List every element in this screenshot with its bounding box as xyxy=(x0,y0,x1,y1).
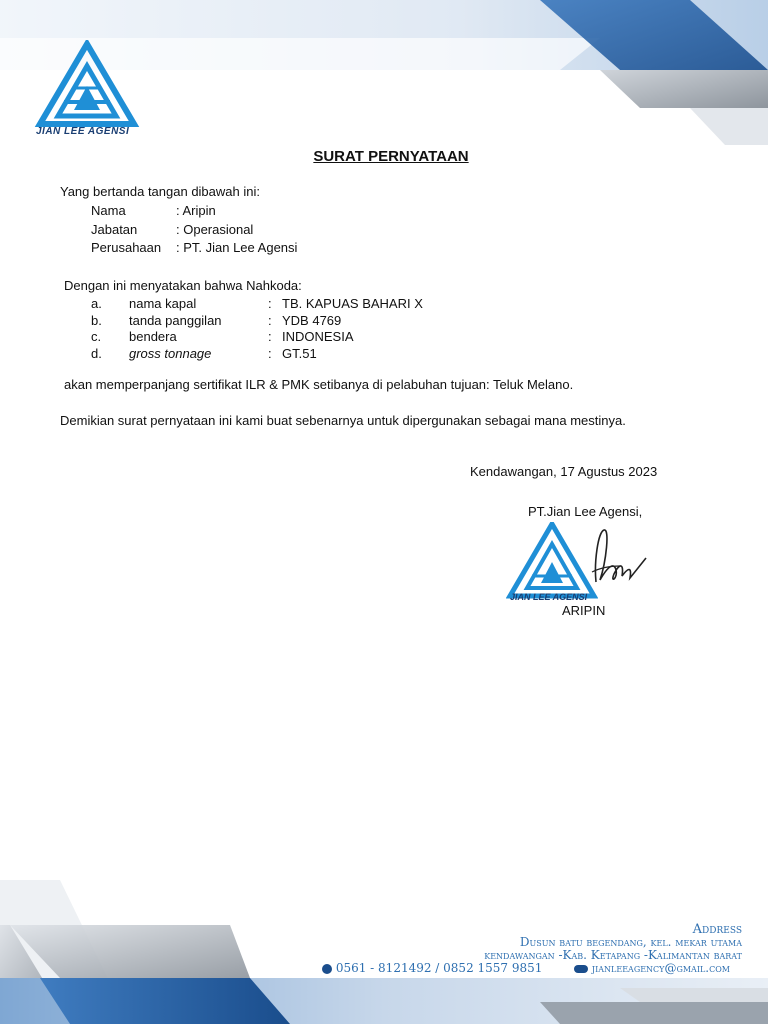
signatory-company-value: : PT. Jian Lee Agensi xyxy=(176,240,298,255)
signer-name: ARIPIN xyxy=(562,603,606,618)
address-heading: Address xyxy=(692,922,742,937)
address-line-1: Dusun batu begendang, kel. mekar utama xyxy=(519,935,742,949)
vessel-b-label: tanda panggilan xyxy=(129,313,222,328)
company-sign-line: PT.Jian Lee Agensi, xyxy=(528,504,643,519)
company-logo xyxy=(34,40,140,140)
handwritten-signature xyxy=(586,522,650,592)
place-date: Kendawangan, 17 Agustus 2023 xyxy=(470,464,658,479)
address-line-2: kendawangan -Kab. Ketapang -Kalimantan barat xyxy=(484,948,742,962)
statement-text: akan memperpanjang sertifikat ILR & PMK setibanya di pelabuhan tujuan: Teluk Melano. xyxy=(64,377,574,392)
vessel-a-value: TB. KAPUAS BAHARI X xyxy=(282,296,423,311)
vessel-d-label: gross tonnage xyxy=(129,346,212,361)
phone-number: 0561 - 8121492 / 0852 1557 9851 xyxy=(335,961,543,975)
vessel-c-value: INDONESIA xyxy=(282,329,354,344)
email-address: jianleeagency@gmail.com xyxy=(591,961,730,975)
vessel-a-marker: a. xyxy=(91,296,102,311)
vessel-a-sep: : xyxy=(268,296,272,311)
vessel-d-value: GT.51 xyxy=(282,346,317,361)
vessel-c-marker: c. xyxy=(91,329,102,344)
signatory-company-label: Perusahaan xyxy=(91,240,162,255)
brand-name: JIAN LEE AGENSI xyxy=(36,126,130,137)
signatory-name-value: : Aripin xyxy=(176,203,216,218)
contact-row xyxy=(322,961,730,976)
stamp-text: JIAN LEE AGENSI xyxy=(510,592,588,602)
company-stamp xyxy=(506,522,598,606)
signatory-position-value: : Operasional xyxy=(176,222,254,237)
triangle-logo-icon xyxy=(34,40,140,128)
stamp-logo-icon xyxy=(506,522,598,600)
intro-text: Yang bertanda tangan dibawah ini: xyxy=(60,184,260,199)
closing-text: Demikian surat pernyataan ini kami buat sebenarnya untuk dipergunakan sebagai mana mestinya. xyxy=(60,413,626,428)
vessel-b-marker: b. xyxy=(91,313,102,328)
letter-title: SURAT PERNYATAAN xyxy=(313,148,469,165)
signatory-position-label: Jabatan xyxy=(91,222,138,237)
vessel-b-sep: : xyxy=(268,313,272,328)
declaration-intro: Dengan ini menyatakan bahwa Nahkoda: xyxy=(64,278,302,293)
vessel-d-marker: d. xyxy=(91,346,102,361)
vessel-c-label: bendera xyxy=(129,329,177,344)
vessel-d-sep: : xyxy=(268,346,272,361)
signatory-name-label: Nama xyxy=(91,203,126,218)
vessel-c-sep: : xyxy=(268,329,272,344)
phone-icon xyxy=(322,964,332,974)
vessel-a-label: nama kapal xyxy=(129,296,197,311)
vessel-b-value: YDB 4769 xyxy=(282,313,342,328)
email-icon xyxy=(574,965,588,973)
